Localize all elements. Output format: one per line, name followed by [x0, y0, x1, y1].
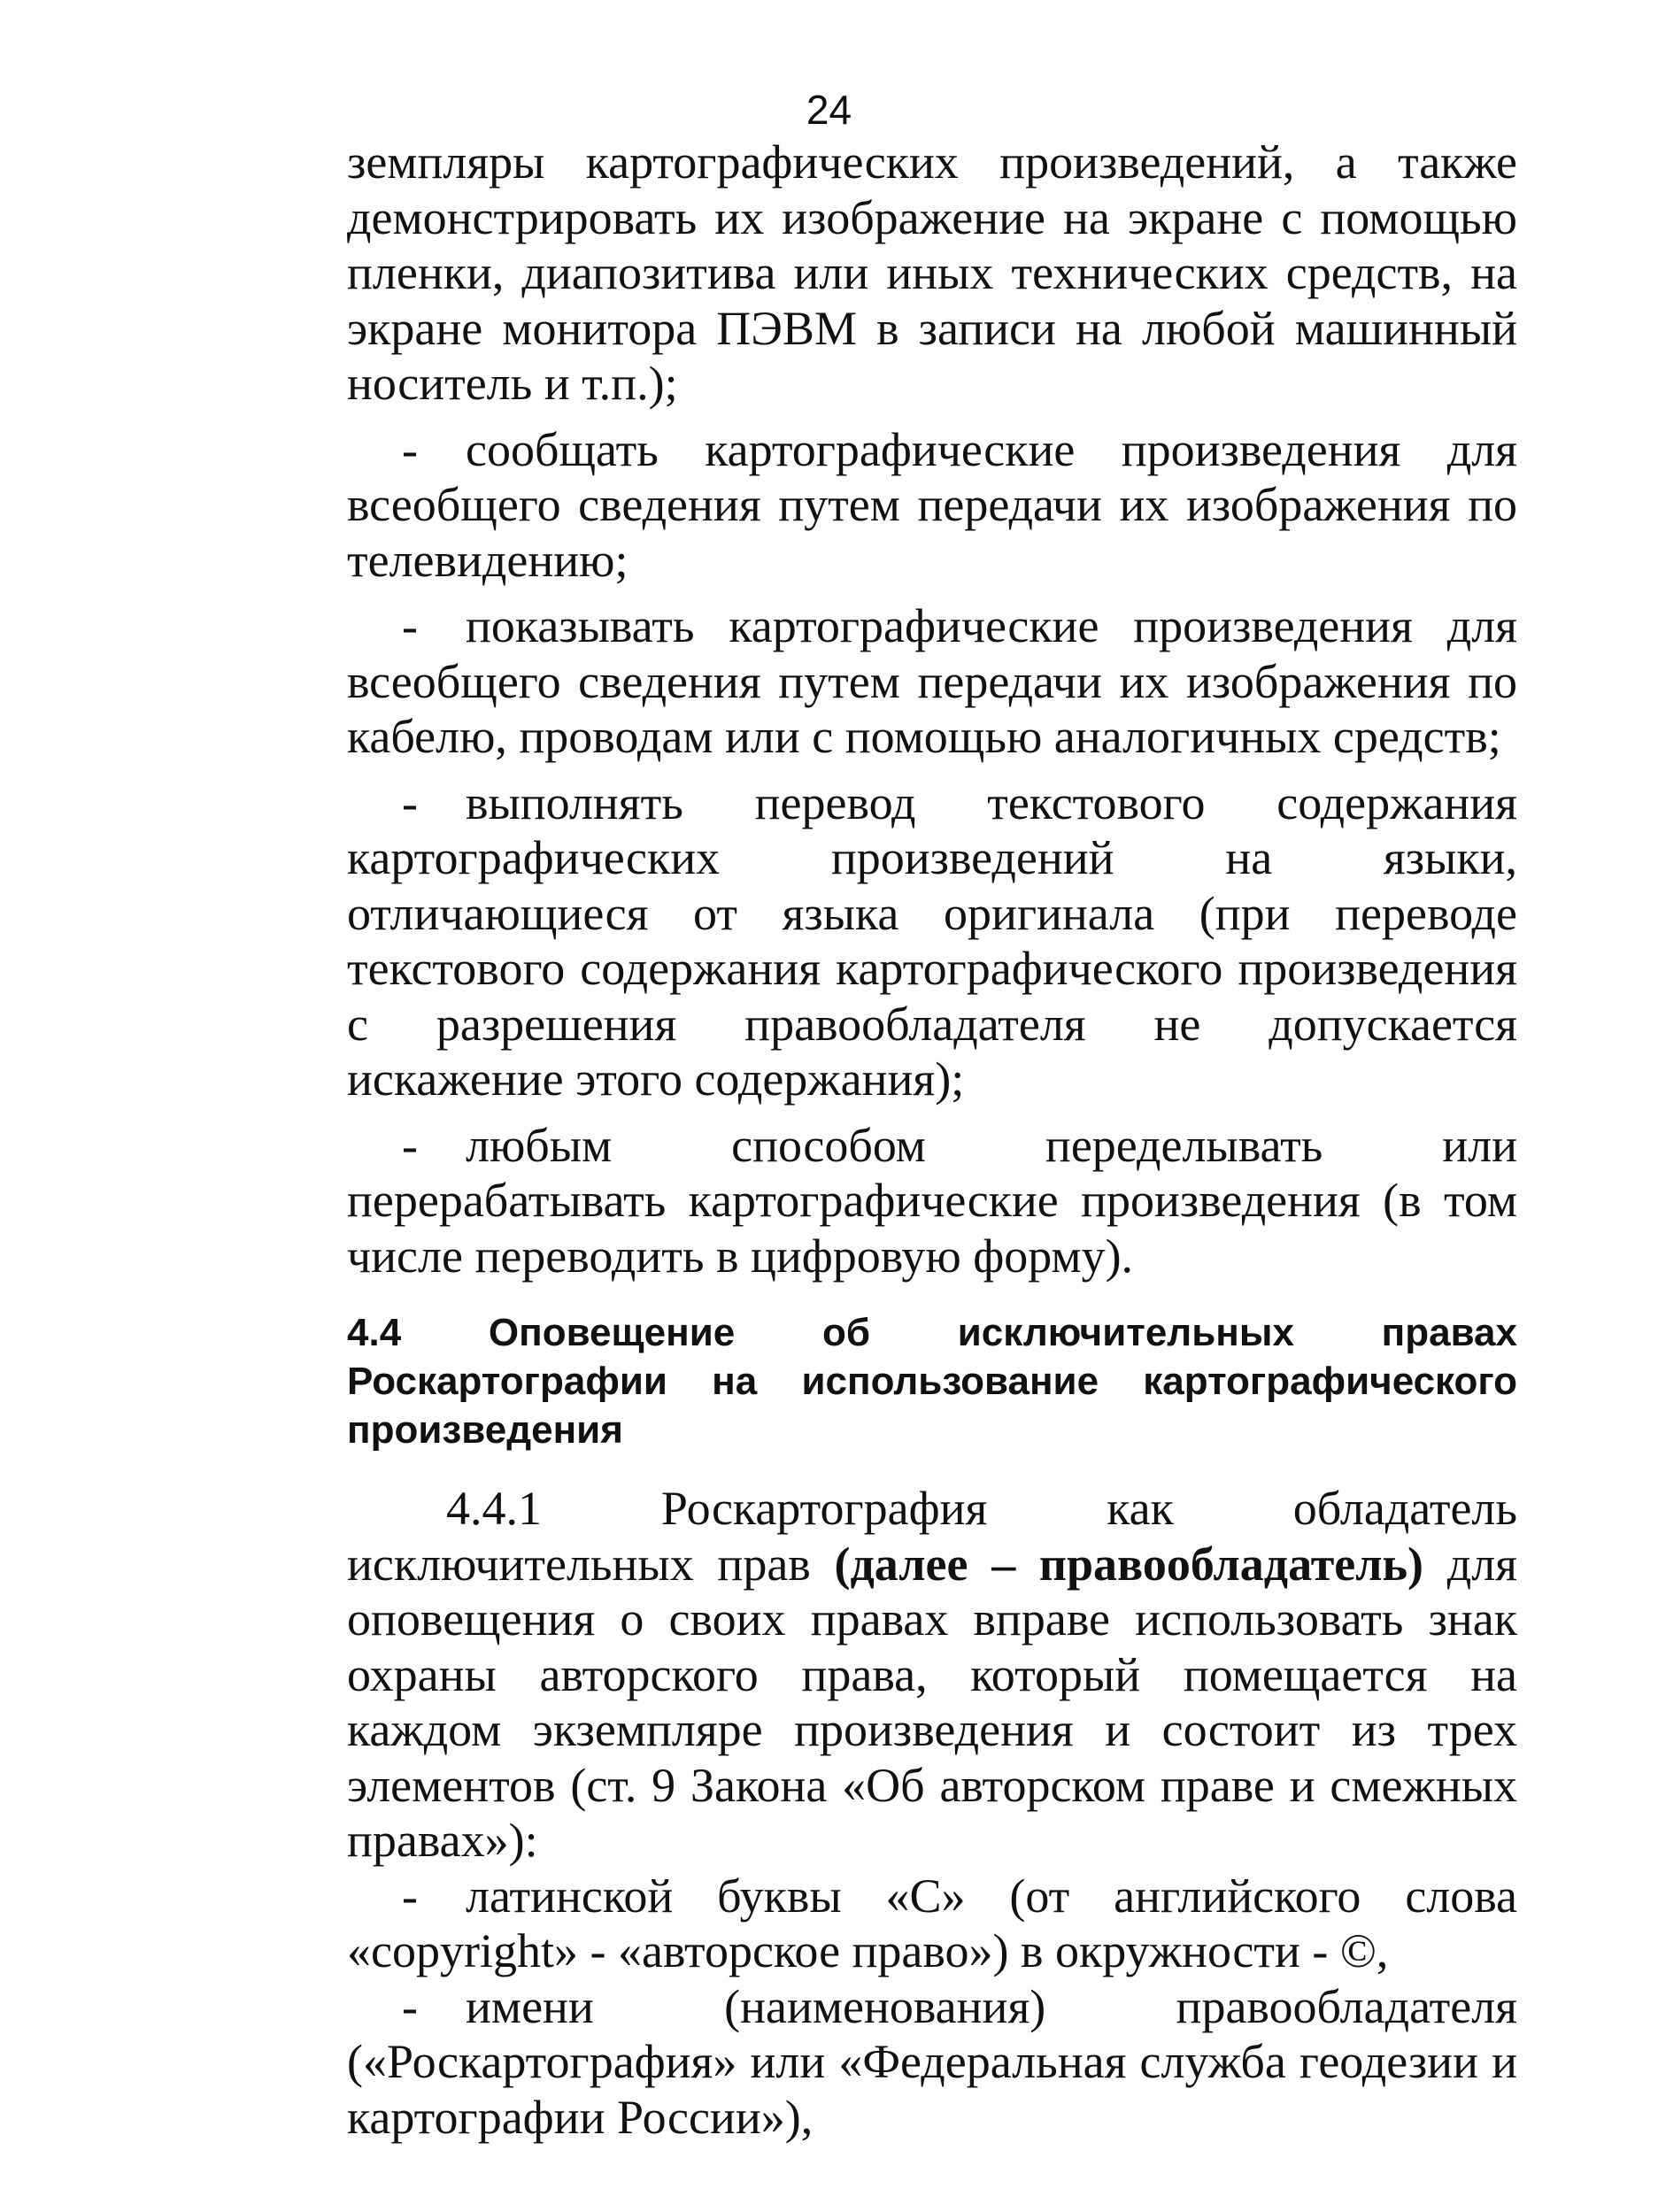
- list-dash: -: [402, 775, 418, 829]
- list-dash: -: [402, 422, 418, 476]
- page-content: [347, 135, 1517, 2145]
- list-item-text: имени (наименования) правообладателя («Роскартография» или «Федеральная служба геодезии и картографии России»),: [347, 1979, 1517, 2144]
- list-dash: -: [402, 1869, 418, 1923]
- list-item-text: латинской буквы «С» (от английского слова «copyright» - «авторское право») в окружности - ©,: [347, 1869, 1517, 1977]
- list-item-text: показывать картографические произведения для всеобщего сведения путем передачи их изображения по кабелю, проводам или с помощью аналогичных средств;: [347, 599, 1517, 763]
- list-item: [347, 1869, 1517, 1979]
- list-item: [347, 598, 1517, 765]
- list-item: [347, 1118, 1517, 1284]
- list-item-text: сообщать картографические произведения для всеобщего сведения путем передачи их изображения по телевидению;: [347, 422, 1517, 587]
- list-item-text: выполнять перевод текстового содержания картографических произведений на языки, отличающиеся от языка оригинала (при переводе текстового содержания картографического произведения с разрешения правообладателя не допускается искажение этого содержания);: [347, 775, 1517, 1106]
- section-paragraph-part2: для оповещения о своих правах вправе использовать знак охраны авторского права, который помещается на каждом экземпляре произведения и состоит из трех элементов (ст. 9 Закона «Об авторском праве и смежных правах»):: [347, 1537, 1517, 1867]
- section-paragraph-part1: 4.4.1 Роскартография как обладатель исключительных прав: [347, 1482, 1517, 1591]
- list-dash: -: [402, 1118, 418, 1172]
- section-heading: 4.4 Оповещение об исключительных правах Роскартографии на использование картографического произведения: [347, 1311, 1517, 1452]
- list-dash: -: [402, 1979, 418, 2033]
- list-item: [347, 1979, 1517, 2146]
- list-item: [347, 775, 1517, 1107]
- section-paragraph-bold: (далее – правообладатель): [834, 1537, 1424, 1591]
- list-dash: -: [402, 599, 418, 652]
- list-item: [347, 422, 1517, 589]
- list-item-text: любым способом переделывать или перерабатывать картографические произведения (в том числе переводить в цифровую форму).: [347, 1118, 1517, 1283]
- intro-paragraph: земпляры картографических произведений, а также демонстрировать их изображение на экране с помощью пленки, диапозитива или иных технических средств, на экране монитора ПЭВМ в записи на любой машинный носитель и т.п.);: [347, 135, 1517, 410]
- section-paragraph: [347, 1481, 1517, 1869]
- page-number: 24: [806, 87, 852, 133]
